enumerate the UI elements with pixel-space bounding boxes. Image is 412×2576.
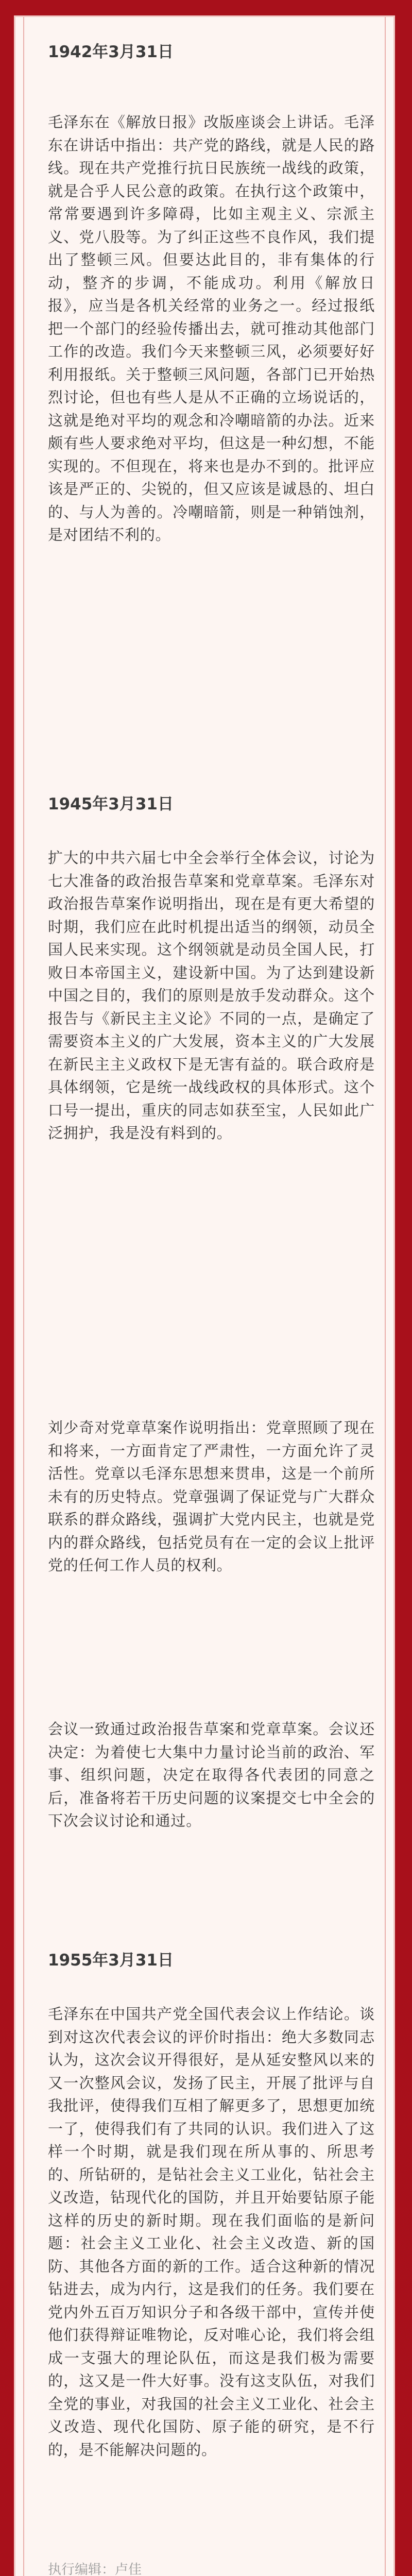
- section-date: 1942年3月31日: [48, 43, 174, 61]
- paragraph: 毛泽东在《解放日报》改版座谈会上讲话。毛泽东在讲话中指出：共产党的路线，就是人民的路线。现在共产党推行抗日民族统一战线的政策，就是合乎人民公意的政策。在执行这个政策中，常常要遇到许多障碍，比如主观主义、宗派主义、党八股等。为了纠正这些不良作风，我们提出了整顿三风。但要达此目的，非有集体的行动，整齐的步调，不能成功。利用《解放日报》，应当是各机关经常的业务之一。经过报纸把一个部门的经验传播出去，就可推动其他部门工作的改造。我们今天来整顿三风，必须要好好利用报纸。关于整顿三风问题，各部门已开始热烈讨论，但也有些人是从不正确的立场说话的，这就是绝对平均的观念和冷嘲暗箭的办法。近来颇有些人要求绝对平均，但这是一种幻想，不能实现的。不但现在，将来也是办不到的。批评应该是严正的、尖锐的，但又应该是诚恳的、坦白的、与人为善的。冷嘲暗箭，则是一种销蚀剂，是对团结不利的。: [48, 113, 375, 544]
- section-1942: [48, 42, 375, 62]
- paragraph: 会议一致通过政治报告草案和党章草案。会议还决定：为着使七大集中力量讨论当前的政治、军事、组织问题，决定在取得各代表团的同意之后，准备将若干历史问题的议案提交七中全会的下次会议讨论和通过。: [48, 1720, 375, 1829]
- article-content: [48, 17, 375, 2576]
- credit-editor: 执行编辑：卢佳: [48, 2562, 142, 2576]
- paragraph: 毛泽东在中国共产党全国代表会议上作结论。谈到对这次代表会议的评价时指出：绝大多数同志认为，这次会议开得很好，是从延安整风以来的又一次整风会议，发扬了民主，开展了批评与自我批评，使得我们互相了解更多了，思想更加统一了，使得我们有了共同的认识。我们进入了这样一个时期，就是我们现在所从事的、所思考的、所钻研的，是钻社会主义工业化，钻社会主义改造，钻现代化的国防，并且开始要钻原子能这样的历史的新时期。现在我们面临的是新问题：社会主义工业化、社会主义改造、新的国防、其他各方面的新的工作。适合这种新的情况钻进去，成为内行，这是我们的任务。我们要在党内外五百万知识分子和各级干部中，宣传并使他们获得辩证唯物论，反对唯心论，我们将会组成一支强大的理论队伍，而这是我们极为需要的，这又是一件大好事。没有这支队伍，对我们全党的事业，对我国的社会主义工业化、社会主义改造、现代化国防、原子能的研究，是不行的，是不能解决问题的。: [48, 2005, 375, 2459]
- section-1945-body-1: [48, 846, 375, 1145]
- section-date: 1945年3月31日: [48, 795, 174, 814]
- article-frame: [14, 15, 395, 2576]
- section-1945-body-2: [48, 1416, 375, 1577]
- paragraph: 扩大的中共六届七中全会举行全体会议，讨论为七大准备的政治报告草案和党章草案。毛泽东对政治报告草案作说明指出，现在是有更大希望的时期，我们应在此时机提出适当的纲领，动员全国人民来实现。这个纲领就是动员全国人民，打败日本帝国主义，建设新中国。为了达到建设新中国之目的，我们的原则是放手发动群众。这个报告与《新民主主义论》不同的一点，是确定了需要资本主义的广大发展，资本主义的广大发展在新民主主义政权下是无害有益的。联合政府是具体纲领，它是统一战线政权的具体形式。这个口号一提出，重庆的同志如获至宝，人民如此广泛拥护，我是没有料到的。: [48, 849, 375, 1142]
- credits: [48, 2561, 375, 2576]
- section-1955: [48, 1950, 375, 1971]
- section-1955-body: [48, 2003, 375, 2461]
- section-1942-body: [48, 111, 375, 547]
- section-1945: [48, 794, 375, 815]
- section-1945-body-3: [48, 1718, 375, 1833]
- section-date: 1955年3月31日: [48, 1951, 174, 1970]
- paragraph: 刘少奇对党章草案作说明指出：党章照顾了现在和将来，一方面肯定了严肃性，一方面允许了灵活性。党章以毛泽东思想来贯串，这是一个前所未有的历史特点。党章强调了保证党与广大群众联系的群众路线，强调扩大党内民主，也就是党内的群众路线，包括党员有在一定的会议上批评党的任何工作人员的权利。: [48, 1419, 375, 1574]
